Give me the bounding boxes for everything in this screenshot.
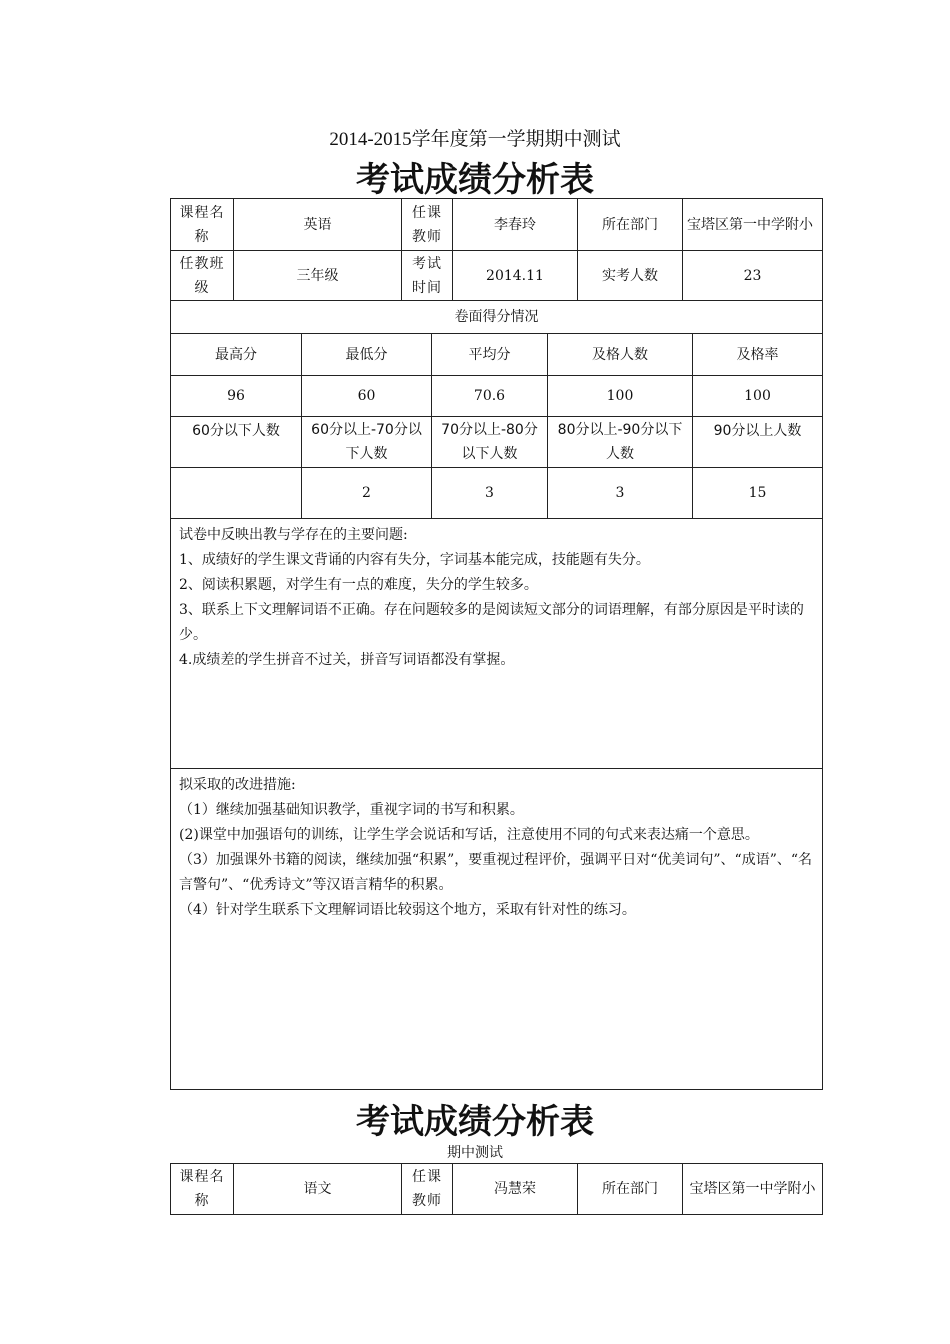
section-row — [171, 301, 823, 334]
measure-item: (2)课堂中加强语句的训练，让学生学会说话和写话，注意使用不同的句式来表达痛一个意思。 — [179, 827, 759, 843]
teacher-label: 任课教师 — [402, 199, 453, 251]
problem-item: 3、联系上下文理解词语不正确。存在问题较多的是阅读短文部分的词语理解，有部分原因是平时读的少。 — [179, 602, 804, 643]
measure-item: （1）继续加强基础知识教学，重视字词的书写和积累。 — [179, 802, 524, 818]
second-dept-value: 宝塔区第一中学附小 — [683, 1164, 823, 1215]
teacher-value: 李春玲 — [453, 199, 578, 251]
section-title: 卷面得分情况 — [171, 301, 823, 334]
dist-value-60-70: 2 — [302, 468, 432, 519]
problem-item: 4.成绩差的学生拼音不过关，拼音写词语都没有掌握。 — [179, 652, 515, 668]
second-subtitle: 期中测试 — [447, 1145, 503, 1161]
dist-value-below-60 — [171, 468, 302, 519]
problem-item: 1、成绩好的学生课文背诵的内容有失分，字词基本能完成，技能题有失分。 — [179, 552, 650, 568]
measures-cell — [171, 769, 823, 1090]
value-min: 60 — [302, 376, 432, 417]
score-value-row — [171, 376, 823, 417]
second-course-label: 课程名称 — [171, 1164, 234, 1215]
scores-table — [170, 300, 823, 1090]
time-value: 2014.11 — [453, 251, 578, 301]
second-dept-label: 所在部门 — [578, 1164, 683, 1215]
info-row-1 — [171, 199, 823, 251]
count-value: 23 — [683, 251, 823, 301]
analysis-table — [170, 198, 823, 301]
page-subtitle: 2014-2015学年度第一学期期中测试 — [329, 129, 621, 150]
second-info-row — [171, 1164, 823, 1215]
problem-item: 2、阅读积累题，对学生有一点的难度，失分的学生较多。 — [179, 577, 538, 593]
page-title: 考试成绩分析表 — [356, 160, 594, 200]
measures-row — [171, 769, 823, 1090]
problems-heading: 试卷中反映出教与学存在的主要问题: — [179, 527, 408, 543]
dist-header-60-70: 60分以上-70分以下人数 — [302, 417, 432, 468]
measure-item: （3）加强课外书籍的阅读，继续加强“积累”，要重视过程评价，强调平日对“优美词句”、“成语”、“名言警句”、“优秀诗文”等汉语言精华的积累。 — [179, 852, 813, 893]
score-header-row — [171, 334, 823, 376]
dist-value-above-90: 15 — [693, 468, 823, 519]
problems-cell — [171, 519, 823, 769]
dist-value-80-90: 3 — [548, 468, 693, 519]
info-row-2 — [171, 251, 823, 301]
header-pass-rate: 及格率 — [693, 334, 823, 376]
dept-label: 所在部门 — [578, 199, 683, 251]
dept-value: 宝塔区第一中学附小 — [683, 199, 823, 251]
course-label: 课程名称 — [171, 199, 234, 251]
measures-heading: 拟采取的改进措施: — [179, 777, 296, 793]
class-value: 三年级 — [234, 251, 402, 301]
dist-value-70-80: 3 — [432, 468, 548, 519]
problems-row — [171, 519, 823, 769]
value-avg: 70.6 — [432, 376, 548, 417]
dist-value-row — [171, 468, 823, 519]
value-max: 96 — [171, 376, 302, 417]
second-title: 考试成绩分析表 — [356, 1102, 594, 1142]
header-max: 最高分 — [171, 334, 302, 376]
class-label: 任教班级 — [171, 251, 234, 301]
dist-header-80-90: 80分以上-90分以下人数 — [548, 417, 693, 468]
value-pass-count: 100 — [548, 376, 693, 417]
second-teacher-label: 任课教师 — [402, 1164, 453, 1215]
header-avg: 平均分 — [432, 334, 548, 376]
value-pass-rate: 100 — [693, 376, 823, 417]
time-label: 考试时间 — [402, 251, 453, 301]
dist-header-70-80: 70分以上-80分以下人数 — [432, 417, 548, 468]
dist-header-below-60: 60分以下人数 — [171, 417, 302, 468]
second-course-value: 语文 — [234, 1164, 402, 1215]
second-teacher-value: 冯慧荣 — [453, 1164, 578, 1215]
dist-header-row — [171, 417, 823, 468]
course-value: 英语 — [234, 199, 402, 251]
header-min: 最低分 — [302, 334, 432, 376]
measure-item: （4）针对学生联系下文理解词语比较弱这个地方，采取有针对性的练习。 — [179, 902, 636, 918]
dist-header-above-90: 90分以上人数 — [693, 417, 823, 468]
second-table — [170, 1163, 823, 1215]
header-pass-count: 及格人数 — [548, 334, 693, 376]
count-label: 实考人数 — [578, 251, 683, 301]
